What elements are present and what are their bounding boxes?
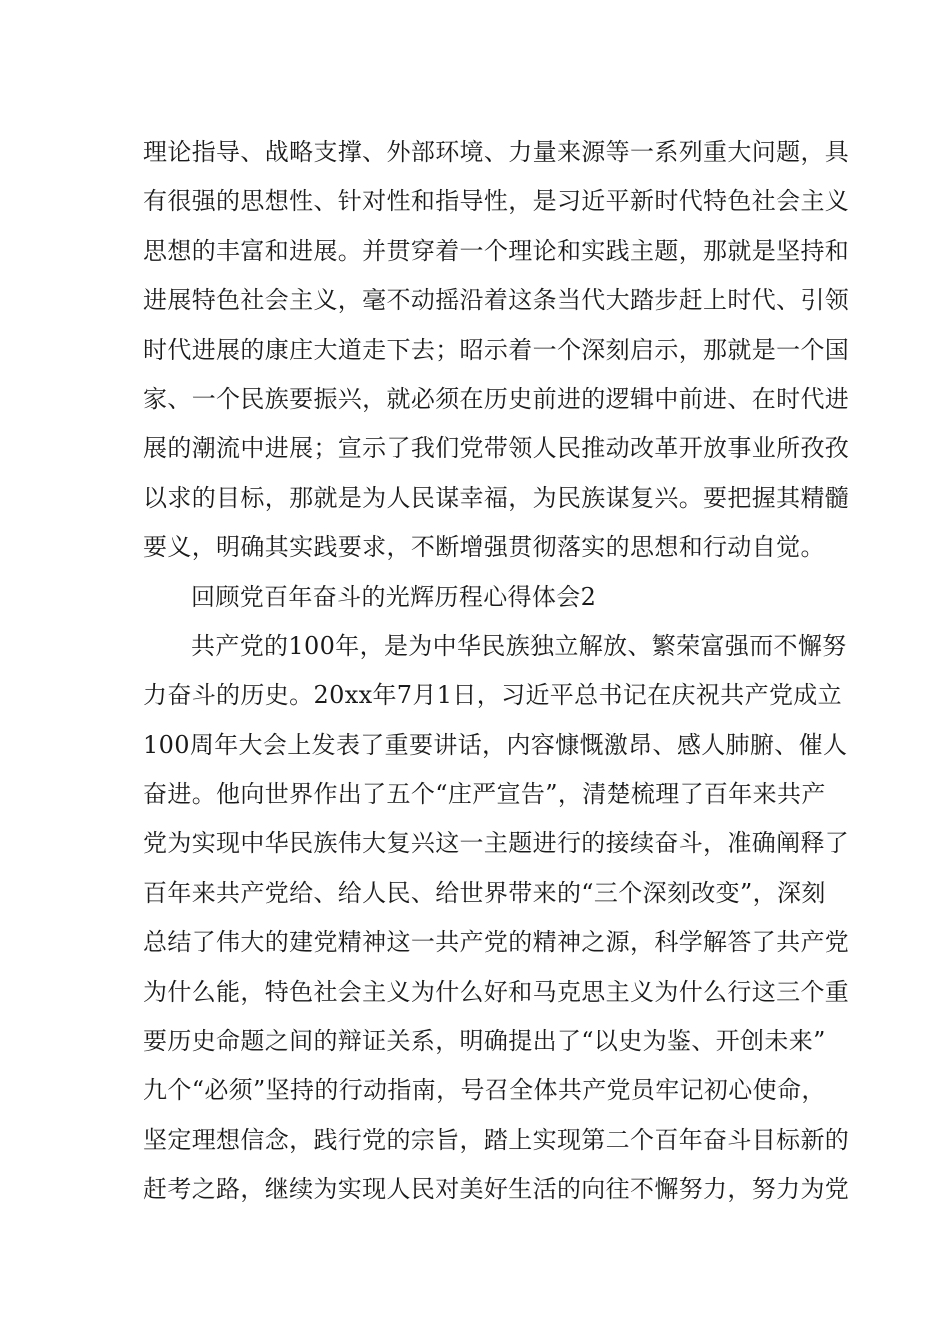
text-line: 思想的丰富和进展。并贯穿着一个理论和实践主题，那就是坚持和 [143,236,850,265]
text-line: 家、一个民族要振兴，就必须在历史前进的逻辑中前进、在时代进 [143,384,850,413]
text-line: 总结了伟大的建党精神这一共产党的精神之源，科学解答了共产党 [143,928,850,957]
text-line: 共产党的100年，是为中华民族独立解放、繁荣富强而不懈努 [191,631,847,660]
text-line: 党为实现中华民族伟大复兴这一主题进行的接续奋斗，准确阐释了 [143,829,850,858]
text-line: 力奋斗的历史。20xx年7月1日，习近平总书记在庆祝共产党成立 [143,681,842,710]
text-line: 赶考之路，继续为实现人民对美好生活的向往不懈努力，努力为党 [143,1175,850,1204]
text-line: 坚定理想信念，践行党的宗旨，踏上实现第二个百年奋斗目标新的 [143,1125,850,1154]
text-line: 展的潮流中进展；宣示了我们党带领人民推动改革开放事业所孜孜 [143,434,850,463]
text-line: 时代进展的康庄大道走下去；昭示着一个深刻启示，那就是一个国 [143,335,850,364]
text-line: 要历史命题之间的辩证关系，明确提出了“以史为鉴、开创未来” [143,1027,826,1056]
text-line: 以求的目标，那就是为人民谋幸福，为民族谋复兴。要把握其精髓 [143,483,850,512]
text-line: 百年来共产党给、给人民、给世界带来的“三个深刻改变”，深刻 [143,878,826,907]
text-line: 有很强的思想性、针对性和指导性，是习近平新时代特色社会主义 [143,187,850,216]
text-line: 为什么能，特色社会主义为什么好和马克思主义为什么行这三个重 [143,977,850,1006]
text-line: 要义，明确其实践要求，不断增强贯彻落实的思想和行动自觉。 [143,533,825,562]
text-line: 100周年大会上发表了重要讲话，内容慷慨激昂、感人肺腑、催人 [143,730,848,759]
document-body [143,128,850,1215]
text-line: 进展特色社会主义，毫不动摇沿着这条当代大踏步赶上时代、引领 [143,286,850,315]
text-line: 奋进。他向世界作出了五个“庄严宣告”，清楚梳理了百年来共产 [143,780,826,809]
section-heading: 回顾党百年奋斗的光辉历程心得体会2 [191,582,597,611]
text-line: 理论指导、战略支撑、外部环境、力量来源等一系列重大问题，具 [143,138,850,166]
text-line: 九个“必须”坚持的行动指南，号召全体共产党员牢记初心使命， [143,1076,826,1105]
